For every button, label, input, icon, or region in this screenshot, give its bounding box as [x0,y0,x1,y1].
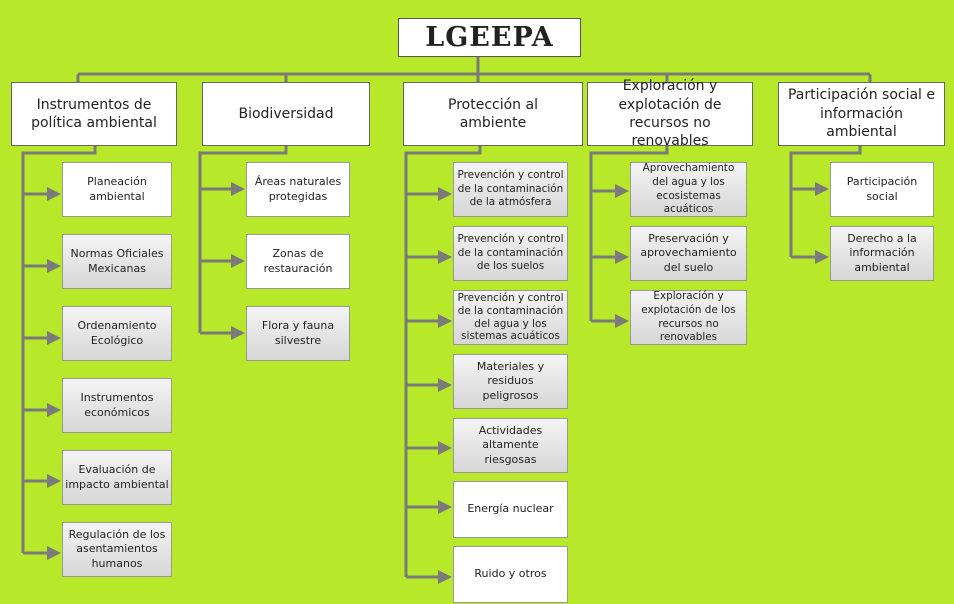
item-ordenamiento-ecologico: Ordenamiento Ecológico [62,306,172,361]
root-node-lgeepa: LGEEPA [398,18,581,57]
item-planeacion-ambiental: Planeación ambiental [62,162,172,217]
category-participacion: Participación social e información ambiental [778,82,945,146]
category-exploracion: Exploración y explotación de recursos no renovables [587,82,753,146]
item-instrumentos-economicos: Instrumentos económicos [62,378,172,433]
item-zonas-restauracion: Zonas de restauración [246,234,350,289]
item-normas-oficiales: Normas Oficiales Mexicanas [62,234,172,289]
item-actividades-riesgosas: Actividades altamente riesgosas [453,418,568,473]
item-exploracion-recursos: Exploración y explotación de los recursos no renovables [630,290,747,345]
item-participacion-social: Participación social [830,162,934,217]
item-preservacion-suelo: Preservación y aprovechamiento del suelo [630,226,747,281]
item-prevencion-suelos: Prevención y control de la contaminación de los suelos [453,226,568,281]
item-regulacion-asentamientos: Regulación de los asentamientos humanos [62,522,172,577]
item-energia-nuclear: Energía nuclear [453,481,568,538]
item-derecho-informacion: Derecho a la información ambiental [830,226,934,281]
category-biodiversidad: Biodiversidad [202,82,370,146]
item-areas-naturales: Áreas naturales protegidas [246,162,350,217]
item-prevencion-atmosfera: Prevención y control de la contaminación de la atmósfera [453,162,568,217]
item-ruido-otros: Ruido y otros [453,546,568,603]
category-proteccion: Protección al ambiente [403,82,583,146]
item-prevencion-agua: Prevención y control de la contaminación del agua y los sistemas acuáticos [453,290,568,345]
item-evaluacion-impacto: Evaluación de impacto ambiental [62,450,172,505]
item-materiales-residuos: Materiales y residuos peligrosos [453,354,568,409]
category-instrumentos: Instrumentos de política ambiental [11,82,177,146]
item-aprovechamiento-agua: Aprovechamiento del agua y los ecosistemas acuáticos [630,162,747,217]
item-flora-fauna: Flora y fauna silvestre [246,306,350,361]
